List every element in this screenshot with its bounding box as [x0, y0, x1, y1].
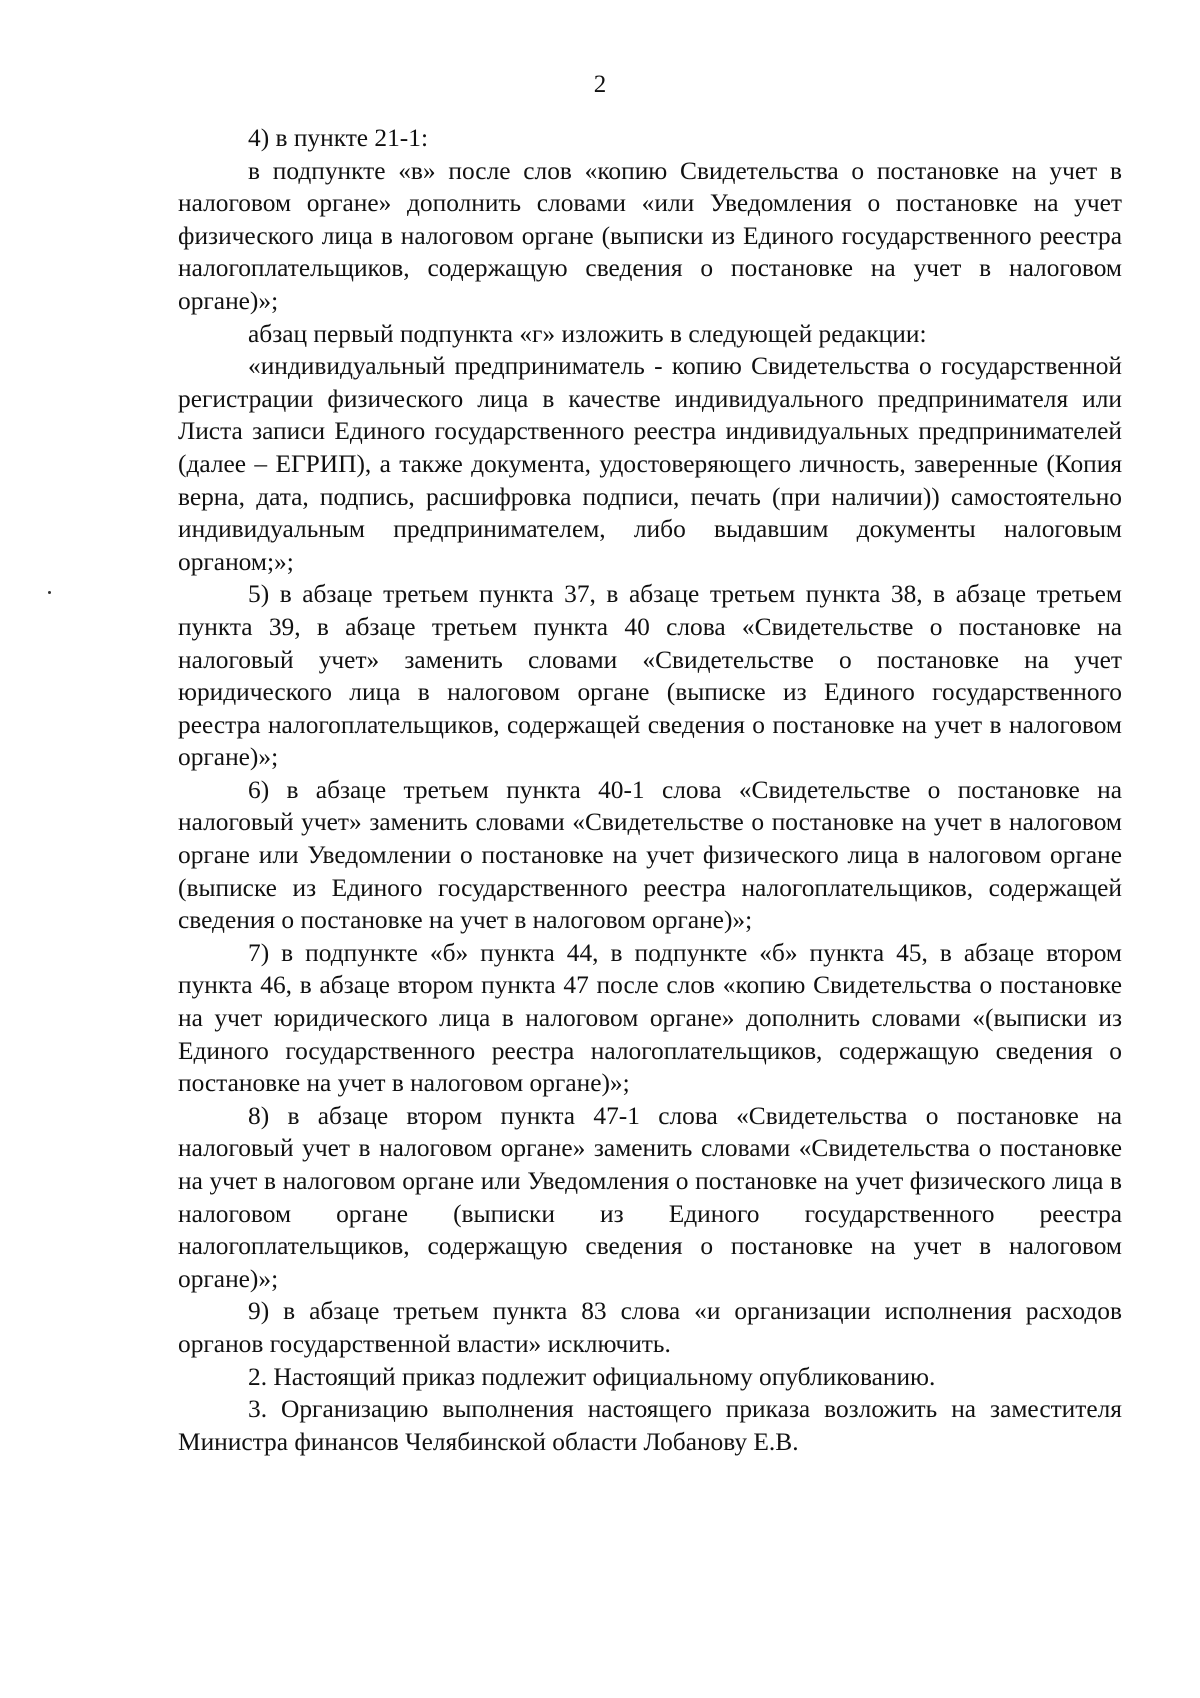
paragraph-subpoint-g-intro: абзац первый подпункта «г» изложить в следующей редакции:	[248, 319, 927, 348]
paragraph-subpoint-v: в подпункте «в» после слов «копию Свидетельства о постановке на учет в налоговом органе» дополнить словами «или Уведомления о постановке на учет физического лица в налоговом органе (выписки из Единого государственного реестра налогоплательщиков, содержащую сведения о постановке на учет в налоговом органе)»;	[178, 156, 1122, 315]
paragraph-item-7: 7) в подпункте «б» пункта 44, в подпункте «б» пункта 45, в абзаце втором пункта 46, в абзаце втором пункта 47 после слов «копию Свидетельства о постановке на учет юридического лица в налоговом органе» дополнить словами «(выписки из Единого государственного реестра налогоплательщиков, содержащую сведения о постановке на учет в налоговом органе)»;	[178, 938, 1122, 1098]
scan-speck	[48, 591, 51, 594]
paragraph-clause-2: 2. Настоящий приказ подлежит официальному опубликованию.	[248, 1362, 936, 1391]
paragraph-clause-3: 3. Организацию выполнения настоящего приказа возложить на заместителя Министра финансов Челябинской области Лобанову Е.В.	[178, 1395, 1122, 1456]
paragraph-subpoint-g-text: «индивидуальный предприниматель - копию Свидетельства о государственной регистрации физического лица в качестве индивидуального предпринимателя или Листа записи Единого государственного реестра индивидуальных предпринимателей (далее – ЕГРИП), а также документа, удостоверяющего личность, заверенные (Копия верна, дата, подпись, расшифровка подписи, печать (при наличии)) самостоятельно индивидуальным предпринимателем, либо выдавшим документы налоговым органом;»;	[178, 352, 1122, 576]
paragraph-item-8: 8) в абзаце втором пункта 47-1 слова «Свидетельства о постановке на налоговый учет в налоговом органе» заменить словами «Свидетельства о постановке на учет в налоговом органе или Уведомления о постановке на учет физического лица в налоговом органе (выписки из Единого государственного реестра налогоплательщиков, содержащую сведения о постановке на учет в налоговом органе)»;	[178, 1101, 1122, 1293]
paragraph-item-9: 9) в абзаце третьем пункта 83 слова «и организации исполнения расходов органов государственной власти» исключить.	[178, 1297, 1122, 1358]
document-body	[178, 122, 1122, 1458]
paragraph-item-5: 5) в абзаце третьем пункта 37, в абзаце третьем пункта 38, в абзаце третьем пункта 39, в абзаце третьем пункта 40 слова «Свидетельстве о постановке на налоговый учет» заменить словами «Свидетельстве о постановке на учет юридического лица в налоговом органе (выписке из Единого государственного реестра налогоплательщиков, содержащей сведения о постановке на учет в налоговом органе)»;	[178, 580, 1122, 772]
paragraph-item-4: 4) в пункте 21-1:	[248, 124, 429, 152]
paragraph-item-6: 6) в абзаце третьем пункта 40-1 слова «Свидетельстве о постановке на налоговый учет» заменить словами «Свидетельстве о постановке на учет в налоговом органе или Уведомлении о постановке на учет физического лица в налоговом органе (выписке из Единого государственного реестра налогоплательщиков, содержащей сведения о постановке на учет в налоговом органе)»;	[178, 775, 1122, 935]
page-number: 2	[593, 71, 607, 98]
